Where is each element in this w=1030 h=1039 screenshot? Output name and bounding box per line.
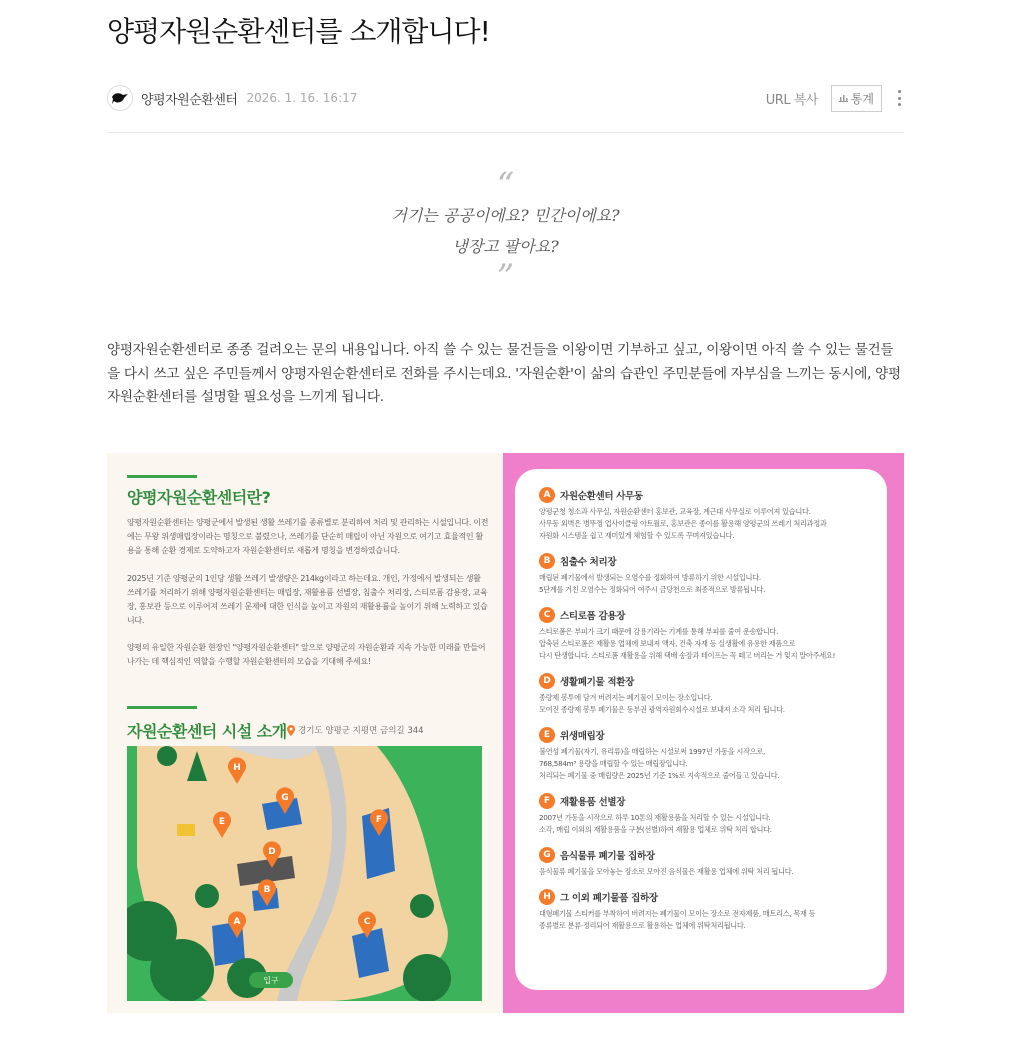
map-address-text: 경기도 양평군 지평면 금의길 344 (298, 726, 424, 736)
facility-letter-badge: B (539, 553, 555, 569)
facility-letter-badge: F (539, 793, 555, 809)
blockquote (107, 165, 904, 297)
facility-header (539, 487, 869, 503)
excavator (177, 824, 195, 836)
body-paragraph: 양평자원순환센터로 종종 걸려오는 문의 내용입니다. 아직 쓸 수 있는 물건들을 이왕이면 기부하고 싶고, 이왕이면 아직 쓸 수 있는 물건들을 다시 쓰고 싶은 주민들께서 양평자원순환센터로 전화를 주시는데요. '자원순환'이 삶의 습관인 주민분들에 자부심을 느끼는 동시에, 양평자원순환센터를 설명할 필요성을 느끼게 됩니다. (107, 342, 901, 405)
open-quote-icon: “ (496, 165, 515, 205)
map-marker-label: G (281, 793, 289, 803)
location-pin-icon (287, 725, 295, 736)
facility-description: 스티로폼은 부피가 크기 때문에 감용기라는 기계를 통해 부피를 줄여 운송합니다. 압축된 스티로폼은 재활용 업체에 보내져 액자, 건축 자재 등 실생활에 유용한 제품으로 다시 탄생합니다. 스티로폼 재활용을 위해 택배 송장과 테이프는 꼭 떼고 버리는 거 잊지 말아주세요! (539, 627, 836, 660)
tree (157, 746, 177, 766)
map-marker-label: E (218, 817, 226, 827)
facility-letter-badge: D (539, 673, 555, 689)
facility-header (539, 727, 869, 743)
tree-cluster (150, 939, 214, 1001)
facility-description: 양평군청 청소과 사무실, 자원순환센터 홍보관, 교육장, 계근대 사무실로 이루어져 있습니다. 사무동 외벽은 병뚜껑 업사이클링 아트월로, 홍보관은 종이를 활용해 양평군의 쓰레기 처리과정과 자원화 시스템을 쉽고 재미있게 체험할 수 있도록 꾸며져있습니다. (539, 507, 827, 540)
stats-label: 통계 (850, 91, 874, 106)
post-date: 2026. 1. 16. 16:17 (246, 91, 358, 105)
map-marker-label: H (233, 763, 241, 773)
divider (107, 132, 904, 133)
facility-letter-badge: E (539, 727, 555, 743)
map-marker-label: D (268, 847, 276, 857)
infographic-right-panel (503, 453, 904, 1013)
facility-item (539, 553, 869, 596)
facility-description: 음식물류 폐기물을 모아놓는 장소로 모아진 음식물은 재활용 업체에 위탁 처리 됩니다. (539, 867, 794, 876)
tree (195, 884, 219, 908)
map-marker-label: B (263, 885, 271, 895)
stats-button[interactable] (831, 85, 882, 112)
quote-line-1: 거기는 공공이에요? 민간이에요? (391, 206, 620, 225)
facility-header (539, 607, 869, 623)
facility-name: 그 이외 폐기물품 집하장 (560, 893, 658, 904)
intro-paragraph-1: 양평자원순환센터는 양평군에서 발생된 생활 쓰레기를 종류별로 분리하여 처리 및 관리하는 시설입니다. 이전에는 무왕 위생매립장이라는 명칭으로 불렸으나, 쓰레기를 단순히 매립이 아닌 자원으로 여기고 효율적인 활용을 통해 순환 경제로 도약하고자 자원순환센터로 새롭게 명칭을 변경하였습니다. (127, 518, 489, 555)
facility-letter-badge: A (539, 487, 555, 503)
facility-item (539, 793, 869, 836)
post-title: 양평자원순환센터를 소개합니다! (107, 15, 490, 48)
facility-description: 대형폐기물 스티커를 부착하여 버려지는 폐기물이 모이는 장소로 전자제품, 매트리스, 목재 등 종류별로 분류·정리되어 재활용으로 활용하는 업체에 위탁처리됩니다. (539, 909, 816, 930)
facility-description: 불연성 폐기물(자기, 유리류)을 매립하는 시설로써 1997년 가동을 시작으로, 768,584m³ 용량을 매립할 수 있는 매립장입니다. 처리되는 폐기물 중 매립량은 2025년 기준 1%로 지속적으로 줄어들고 있습니다. (539, 747, 780, 780)
intro-paragraph-3: 양평의 유일한 자원순환 현장인 "양평자원순환센터" 앞으로 양평군의 자원순환과 지속 가능한 미래를 만들어 나가는 데 핵심적인 역할을 수행할 자원순환센터의 모습을 기대해 주세요! (127, 643, 486, 666)
intro-title: 양평자원순환센터란? (127, 488, 271, 507)
bird-logo-icon (111, 91, 129, 105)
facility-item (539, 673, 869, 716)
map-title: 자원순환센터 시설 소개 (127, 722, 287, 741)
green-accent-bar (127, 706, 197, 709)
facility-description: 매립된 폐기물에서 발생되는 오염수를 정화하여 방류하기 위한 시설입니다. 5단계를 거친 오염수는 정화되어 여주시 금당천으로 최종적으로 방류됩니다. (539, 573, 766, 594)
facility-item (539, 607, 869, 662)
facility-description: 2007년 가동을 시작으로 하루 10톤의 재활용품을 처리할 수 있는 시설입니다. 소각, 매립 이외의 재활용품을 구분(선별)하여 재활용 업체로 위탁 처리 합니다. (539, 813, 772, 834)
tree (410, 894, 434, 918)
avatar[interactable] (107, 85, 133, 111)
facility-name: 음식물류 폐기물 집하장 (560, 851, 655, 862)
facility-item (539, 487, 869, 542)
facility-list-card (515, 469, 887, 990)
facility-description: 종량제 봉투에 담겨 버려지는 폐기물이 모이는 장소입니다. 모여진 종량제 봉투 폐기물은 동부권 광역자원회수시설로 보내져 소각 처리 됩니다. (539, 693, 785, 714)
more-options-icon[interactable] (894, 88, 904, 108)
facility-item (539, 847, 869, 878)
infographic-image[interactable] (107, 453, 904, 1013)
facility-name: 자원순환센터 사무동 (560, 491, 643, 502)
quote-line-2: 냉장고 팔아요? (452, 237, 559, 256)
facility-name: 생활폐기물 적환장 (560, 677, 635, 688)
tree-cluster (403, 954, 451, 1001)
facility-letter-badge: G (539, 847, 555, 863)
facility-name: 침출수 처리장 (560, 557, 617, 568)
facility-header (539, 673, 869, 689)
facility-header (539, 553, 869, 569)
map-marker-label: F (375, 815, 383, 825)
infographic-left-panel (107, 453, 503, 1013)
map-marker-label: C (363, 917, 371, 927)
facility-name: 스티로폼 감용장 (560, 611, 626, 622)
facility-item (539, 889, 869, 932)
facility-header (539, 847, 869, 863)
facility-header (539, 793, 869, 809)
facility-letter-badge: C (539, 607, 555, 623)
map-address (287, 724, 424, 736)
url-copy-button[interactable]: URL 복사 (765, 92, 818, 108)
close-quote-icon: ” (496, 257, 515, 297)
intro-paragraph-2: 2025년 기준 양평군의 1인당 생활 쓰레기 발생량은 214kg이라고 하는데요. 개인, 가정에서 발생되는 생활 쓰레기를 처리하기 위해 양평자원순환센터는 매립장, 재활용품 선별장, 침출수 처리장, 스티로폼 감용장, 교육장, 홍보관 등으로 이루어져 쓰레기 문제에 대한 인식을 높이고 자원의 재활용률을 높이기 위해 노력하고 있습니다. (127, 574, 488, 625)
facility-letter-badge: H (539, 889, 555, 905)
post-meta (107, 82, 904, 114)
map-marker-label: A (233, 917, 241, 927)
facility-map (127, 746, 482, 1001)
entrance-label: 입구 (263, 976, 279, 985)
facility-item (539, 727, 869, 782)
green-accent-bar (127, 475, 197, 478)
author-name[interactable]: 양평자원순환센터 (141, 92, 238, 108)
facility-header (539, 889, 869, 905)
bar-chart-icon (839, 94, 848, 102)
facility-name: 위생매립장 (560, 731, 605, 742)
facility-name: 재활용품 선별장 (560, 797, 626, 808)
